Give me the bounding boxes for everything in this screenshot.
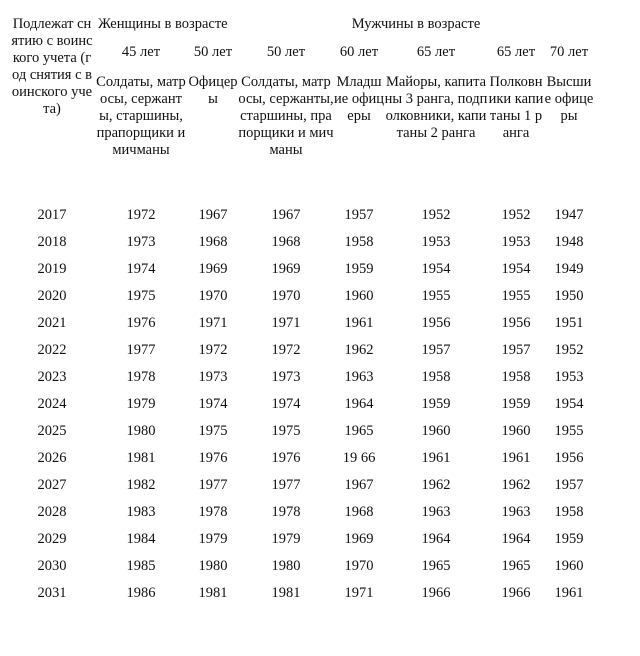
birth-year-cell: 1981 <box>271 585 301 601</box>
table-row <box>10 499 594 526</box>
rank-header: Младшие офицеры <box>334 74 384 124</box>
table-row <box>10 364 594 391</box>
birth-year-cell: 1980 <box>271 558 301 574</box>
birth-year-cell: 1979 <box>126 396 156 412</box>
birth-year-cell: 1949 <box>554 261 584 277</box>
removal-year-cell: 2019 <box>37 261 67 277</box>
birth-year-cell: 1969 <box>198 261 228 277</box>
rank-header: Высшие офицеры <box>544 74 594 124</box>
removal-year-cell: 2023 <box>37 369 67 385</box>
age-header: 50 лет <box>266 44 306 60</box>
birth-year-cell: 1958 <box>501 369 531 385</box>
birth-year-cell: 1961 <box>554 585 584 601</box>
age-header: 45 лет <box>121 44 161 60</box>
removal-year-cell: 2022 <box>37 342 67 358</box>
birth-year-cell: 1954 <box>501 261 531 277</box>
birth-year-cell: 1956 <box>421 315 451 331</box>
birth-year-cell: 1957 <box>554 477 584 493</box>
birth-year-cell: 1977 <box>271 477 301 493</box>
table-row <box>10 472 594 499</box>
birth-year-cell: 1977 <box>126 342 156 358</box>
table-row <box>10 391 594 418</box>
birth-year-cell: 1981 <box>198 585 228 601</box>
birth-year-cell: 1975 <box>271 423 301 439</box>
removal-year-cell: 2026 <box>37 450 67 466</box>
birth-year-cell: 1962 <box>421 477 451 493</box>
birth-year-cell: 1973 <box>198 369 228 385</box>
table-row <box>10 553 594 580</box>
birth-year-cell: 1954 <box>421 261 451 277</box>
birth-year-cell: 1973 <box>126 234 156 250</box>
birth-year-cell: 1958 <box>344 234 374 250</box>
birth-year-cell: 1967 <box>344 477 374 493</box>
birth-year-cell: 1955 <box>554 423 584 439</box>
birth-year-cell: 19 66 <box>342 450 376 466</box>
birth-year-cell: 1962 <box>344 342 374 358</box>
birth-year-cell: 1985 <box>126 558 156 574</box>
group-header-men: Мужчины в возрасте <box>351 16 481 32</box>
age-header: 70 лет <box>549 44 589 60</box>
birth-year-cell: 1975 <box>198 423 228 439</box>
birth-year-cell: 1957 <box>501 342 531 358</box>
birth-year-cell: 1953 <box>501 234 531 250</box>
birth-year-cell: 1953 <box>554 369 584 385</box>
birth-year-cell: 1983 <box>126 504 156 520</box>
birth-year-cell: 1952 <box>421 207 451 223</box>
table-row <box>10 310 594 337</box>
birth-year-cell: 1959 <box>344 261 374 277</box>
birth-year-cell: 1972 <box>198 342 228 358</box>
removal-year-cell: 2024 <box>37 396 67 412</box>
birth-year-cell: 1948 <box>554 234 584 250</box>
table-row <box>10 526 594 553</box>
birth-year-cell: 1971 <box>344 585 374 601</box>
removal-year-cell: 2028 <box>37 504 67 520</box>
birth-year-cell: 1974 <box>126 261 156 277</box>
removal-year-cell: 2017 <box>37 207 67 223</box>
birth-year-cell: 1969 <box>271 261 301 277</box>
birth-year-cell: 1966 <box>421 585 451 601</box>
birth-year-cell: 1971 <box>271 315 301 331</box>
table-row <box>10 256 594 283</box>
group-header-women: Женщины в возрасте <box>98 16 228 32</box>
birth-year-cell: 1955 <box>421 288 451 304</box>
birth-year-cell: 1958 <box>421 369 451 385</box>
birth-year-cell: 1971 <box>198 315 228 331</box>
birth-year-cell: 1976 <box>198 450 228 466</box>
birth-year-cell: 1974 <box>198 396 228 412</box>
birth-year-cell: 1957 <box>344 207 374 223</box>
birth-year-cell: 1960 <box>554 558 584 574</box>
rank-header: Солдаты, матросы, сержанты, старшины, прапорщики и мичманы <box>238 74 334 158</box>
rank-header: Полковники капитаны 1 ранга <box>488 74 544 141</box>
birth-year-cell: 1984 <box>126 531 156 547</box>
header-row-groups <box>10 16 594 38</box>
table-row <box>10 229 594 256</box>
table-row <box>10 418 594 445</box>
birth-year-cell: 1963 <box>344 369 374 385</box>
rank-header: Солдаты, матросы, сержанты, старшины, прапорщики и мичманы <box>96 74 186 158</box>
birth-year-cell: 1960 <box>501 423 531 439</box>
birth-year-cell: 1964 <box>421 531 451 547</box>
birth-year-cell: 1958 <box>554 504 584 520</box>
birth-year-cell: 1961 <box>344 315 374 331</box>
birth-year-cell: 1980 <box>198 558 228 574</box>
birth-year-cell: 1972 <box>126 207 156 223</box>
birth-year-cell: 1952 <box>501 207 531 223</box>
birth-year-cell: 1965 <box>421 558 451 574</box>
removal-year-cell: 2027 <box>37 477 67 493</box>
age-header: 50 лет <box>193 44 233 60</box>
birth-year-cell: 1963 <box>421 504 451 520</box>
birth-year-cell: 1965 <box>501 558 531 574</box>
birth-year-cell: 1968 <box>344 504 374 520</box>
removal-year-cell: 2021 <box>37 315 67 331</box>
birth-year-cell: 1970 <box>198 288 228 304</box>
birth-year-cell: 1975 <box>126 288 156 304</box>
age-header: 60 лет <box>339 44 379 60</box>
table-row <box>10 337 594 364</box>
birth-year-cell: 1966 <box>501 585 531 601</box>
corner-header: Подлежат снятию с воинского учета (год снятия с воинского учета) <box>11 16 93 117</box>
birth-year-cell: 1967 <box>271 207 301 223</box>
birth-year-cell: 1978 <box>271 504 301 520</box>
birth-year-cell: 1947 <box>554 207 584 223</box>
removal-year-cell: 2020 <box>37 288 67 304</box>
table-row <box>10 202 594 229</box>
birth-year-cell: 1978 <box>126 369 156 385</box>
birth-year-cell: 1979 <box>271 531 301 547</box>
age-header: 65 лет <box>416 44 456 60</box>
birth-year-cell: 1979 <box>198 531 228 547</box>
birth-year-cell: 1959 <box>554 531 584 547</box>
table-row <box>10 580 594 607</box>
birth-year-cell: 1970 <box>271 288 301 304</box>
birth-year-cell: 1961 <box>421 450 451 466</box>
age-header: 65 лет <box>496 44 536 60</box>
birth-year-cell: 1973 <box>271 369 301 385</box>
military-registration-table <box>10 16 594 607</box>
birth-year-cell: 1962 <box>501 477 531 493</box>
birth-year-cell: 1981 <box>126 450 156 466</box>
birth-year-cell: 1950 <box>554 288 584 304</box>
birth-year-cell: 1982 <box>126 477 156 493</box>
birth-year-cell: 1953 <box>421 234 451 250</box>
table-row <box>10 445 594 472</box>
birth-year-cell: 1964 <box>344 396 374 412</box>
birth-year-cell: 1976 <box>271 450 301 466</box>
birth-year-cell: 1951 <box>554 315 584 331</box>
birth-year-cell: 1959 <box>501 396 531 412</box>
birth-year-cell: 1954 <box>554 396 584 412</box>
header-row-ranks <box>10 74 594 202</box>
header-row-ages <box>10 38 594 74</box>
rank-header: Офицеры <box>188 74 238 107</box>
birth-year-cell: 1972 <box>271 342 301 358</box>
birth-year-cell: 1977 <box>198 477 228 493</box>
birth-year-cell: 1974 <box>271 396 301 412</box>
birth-year-cell: 1986 <box>126 585 156 601</box>
birth-year-cell: 1955 <box>501 288 531 304</box>
removal-year-cell: 2031 <box>37 585 67 601</box>
birth-year-cell: 1956 <box>501 315 531 331</box>
birth-year-cell: 1952 <box>554 342 584 358</box>
birth-year-cell: 1963 <box>501 504 531 520</box>
birth-year-cell: 1970 <box>344 558 374 574</box>
birth-year-cell: 1960 <box>344 288 374 304</box>
removal-year-cell: 2030 <box>37 558 67 574</box>
rank-header: Майоры, капитаны 3 ранга, подполковники, капитаны 2 ранга <box>384 74 488 141</box>
removal-year-cell: 2018 <box>37 234 67 250</box>
table-row <box>10 283 594 310</box>
birth-year-cell: 1964 <box>501 531 531 547</box>
birth-year-cell: 1965 <box>344 423 374 439</box>
birth-year-cell: 1978 <box>198 504 228 520</box>
birth-year-cell: 1969 <box>344 531 374 547</box>
removal-year-cell: 2029 <box>37 531 67 547</box>
birth-year-cell: 1956 <box>554 450 584 466</box>
birth-year-cell: 1968 <box>198 234 228 250</box>
birth-year-cell: 1957 <box>421 342 451 358</box>
birth-year-cell: 1960 <box>421 423 451 439</box>
removal-year-cell: 2025 <box>37 423 67 439</box>
birth-year-cell: 1961 <box>501 450 531 466</box>
birth-year-cell: 1980 <box>126 423 156 439</box>
birth-year-cell: 1968 <box>271 234 301 250</box>
birth-year-cell: 1976 <box>126 315 156 331</box>
birth-year-cell: 1967 <box>198 207 228 223</box>
birth-year-cell: 1959 <box>421 396 451 412</box>
